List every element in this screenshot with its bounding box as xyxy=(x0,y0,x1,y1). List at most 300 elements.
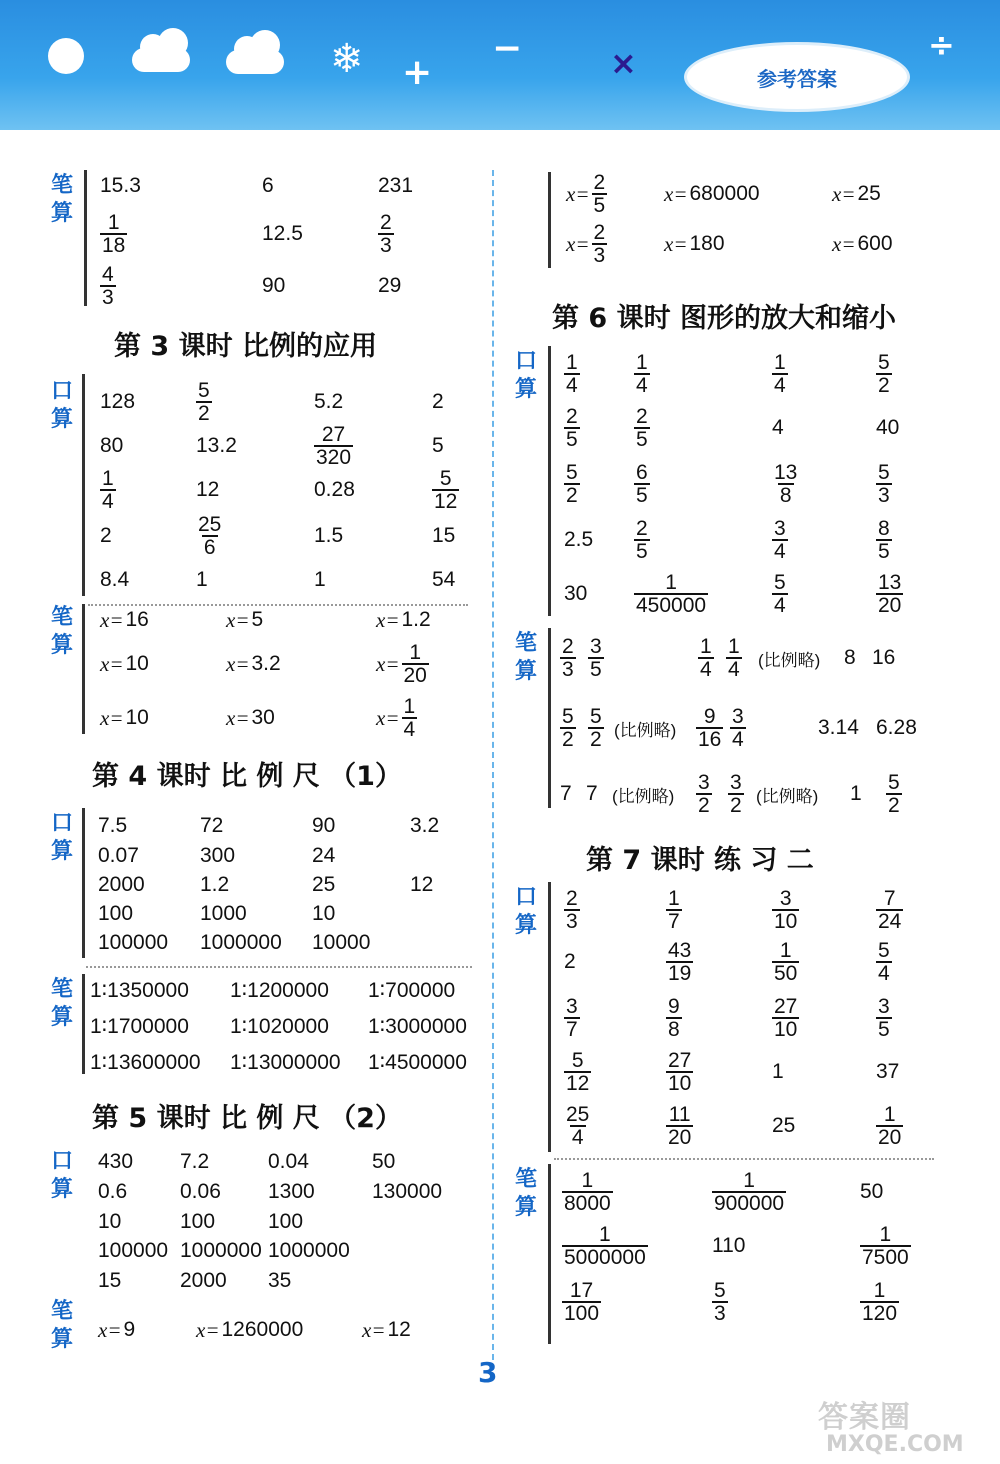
denominator: 12 xyxy=(566,1072,590,1095)
denominator: 3 xyxy=(380,234,392,257)
value-text: 12 xyxy=(410,873,434,896)
numerator: 5 xyxy=(566,461,578,484)
fraction xyxy=(666,996,682,1040)
fraction xyxy=(666,888,682,932)
lesson3-bisuan-cell xyxy=(376,598,431,642)
lesson3-kousuan-cell xyxy=(432,424,444,468)
lesson3-kousuan-cell xyxy=(196,558,208,602)
fraction xyxy=(562,1280,601,1324)
lesson6-bisuan-r1-cell xyxy=(726,636,742,680)
lesson7-kousuan-cell xyxy=(876,996,892,1040)
label-char: 算 xyxy=(50,1005,73,1030)
numerator: 43 xyxy=(668,939,692,962)
numerator: 2 xyxy=(593,221,606,244)
value-text: 12 xyxy=(196,478,220,501)
numerator: 1 xyxy=(728,635,740,658)
denominator: 450000 xyxy=(636,594,707,617)
lesson-4-title: 第 4 课时 比 例 尺 （1） xyxy=(92,761,402,792)
value-text: 100 xyxy=(180,1210,216,1233)
denominator: 8 xyxy=(779,484,792,507)
cloud-icon xyxy=(132,48,190,72)
fraction xyxy=(772,940,799,984)
lesson5-kousuan-cell xyxy=(268,1259,291,1303)
value-text: 3.2 xyxy=(410,814,440,837)
lesson6-kousuan-cell xyxy=(634,352,650,396)
value-text: 7.5 xyxy=(98,814,128,837)
fraction xyxy=(588,636,604,680)
value-text: 25 xyxy=(772,1114,796,1137)
lesson3-kousuan-cell xyxy=(314,380,343,424)
value-text: 8 xyxy=(844,646,856,669)
variable-x: x= xyxy=(100,705,124,730)
denominator: 4 xyxy=(700,658,712,681)
value-text: 15 xyxy=(432,524,456,547)
lesson7-kousuan-cell xyxy=(876,1050,899,1094)
variable-x: x= xyxy=(226,705,250,730)
denominator: 4 xyxy=(636,374,648,397)
numerator: 5 xyxy=(878,351,890,374)
lesson7-kousuan-cell xyxy=(876,888,903,932)
lesson4-kousuan-cell xyxy=(200,921,282,965)
times-icon: × xyxy=(610,44,637,82)
value-text: 180 xyxy=(689,232,725,255)
numerator: 2 xyxy=(636,517,648,540)
value-text: 1000000 xyxy=(180,1239,262,1262)
value-text: 1∶700000 xyxy=(368,978,456,1002)
lesson6-bisuan-r3-cell xyxy=(754,772,820,816)
fraction xyxy=(860,1224,911,1268)
section-separator xyxy=(554,1158,934,1160)
value-text: 40 xyxy=(876,416,900,439)
numerator: 9 xyxy=(668,995,680,1018)
denominator: 100 xyxy=(564,1302,600,1325)
fraction xyxy=(592,222,608,266)
denominator: 5 xyxy=(636,484,648,507)
numerator: 1 xyxy=(779,939,792,962)
variable-x: x= xyxy=(100,651,124,676)
fraction xyxy=(876,996,892,1040)
denominator: 4 xyxy=(566,374,578,397)
lesson6-bisuan-r3-cell xyxy=(560,772,572,816)
value-text: 1∶1700000 xyxy=(90,1014,189,1038)
minus-icon: − xyxy=(492,28,523,69)
lesson6-kousuan-cell xyxy=(876,572,903,616)
lesson3-bisuan-cell xyxy=(100,642,149,686)
fraction xyxy=(564,352,580,396)
denominator: 900000 xyxy=(714,1192,785,1215)
denominator: 4 xyxy=(732,728,744,751)
numerator: 13 xyxy=(878,571,902,594)
fraction xyxy=(696,706,723,750)
top-bisuan-cell xyxy=(378,212,394,256)
fraction xyxy=(634,462,650,506)
note-text: (比例略) xyxy=(758,650,821,670)
value-text: 16 xyxy=(125,608,149,631)
section-bar xyxy=(548,172,551,268)
lesson3-bisuan-cell xyxy=(100,696,149,740)
value-text: 1∶1200000 xyxy=(230,978,329,1002)
numerator: 2 xyxy=(593,171,606,194)
value-text: 1260000 xyxy=(221,1318,304,1341)
denominator: 3 xyxy=(566,910,578,933)
value-text: 1000 xyxy=(200,902,247,925)
top-bisuan-cell xyxy=(262,212,303,256)
numerator: 27 xyxy=(774,995,798,1018)
numerator: 5 xyxy=(714,1279,726,1302)
label-char: 算 xyxy=(50,407,73,432)
denominator: 4 xyxy=(774,594,786,617)
value-text: 25 xyxy=(857,182,881,205)
value-text: 90 xyxy=(262,274,286,297)
lesson6-kousuan-cell xyxy=(564,352,580,396)
kousuan-label xyxy=(512,348,540,404)
lesson7-kousuan-cell xyxy=(666,940,693,984)
lesson3-kousuan-cell xyxy=(100,468,116,512)
top-bisuan-cell xyxy=(262,264,285,308)
fraction xyxy=(634,572,708,616)
variable-x: x= xyxy=(376,651,400,676)
lesson3-kousuan-cell xyxy=(100,558,129,602)
label-char: 算 xyxy=(50,1177,73,1202)
numerator: 3 xyxy=(774,517,786,540)
bisuan-label xyxy=(48,976,76,1032)
fraction xyxy=(726,636,742,680)
value-text: 1 xyxy=(772,1060,784,1083)
value-text: 600 xyxy=(857,232,893,255)
value-text: 128 xyxy=(100,390,136,413)
value-text: 2 xyxy=(100,524,112,547)
numerator: 6 xyxy=(636,461,648,484)
fraction xyxy=(666,940,693,984)
value-text: 7 xyxy=(560,782,572,805)
lesson4-kousuan-cell xyxy=(410,804,439,848)
value-text: 12 xyxy=(387,1318,411,1341)
numerator: 3 xyxy=(732,705,744,728)
variable-x: x= xyxy=(98,1317,122,1342)
value-text: 1.5 xyxy=(314,524,344,547)
fraction xyxy=(772,888,799,932)
fraction xyxy=(666,1050,693,1094)
lesson6-bisuan-r2-cell xyxy=(696,706,723,750)
sun-icon xyxy=(48,38,84,74)
note-text: (比例略) xyxy=(614,720,677,740)
watermark: 答案圈 xyxy=(818,1400,911,1435)
denominator: 10 xyxy=(668,1072,692,1095)
fraction xyxy=(860,1280,899,1324)
denominator: 18 xyxy=(102,234,126,257)
lesson7-bisuan-cell xyxy=(562,1170,613,1214)
lesson6-kousuan-cell xyxy=(564,518,593,562)
bisuan-label xyxy=(48,172,76,228)
numerator: 3 xyxy=(878,995,890,1018)
variable-x: x= xyxy=(376,705,400,730)
lesson4-kousuan-cell xyxy=(410,863,433,907)
value-text: 680000 xyxy=(689,182,760,205)
kousuan-label xyxy=(48,810,76,866)
lesson6-bisuan-r1-cell xyxy=(844,636,856,680)
value-text: 0.06 xyxy=(180,1180,221,1203)
fraction xyxy=(772,518,788,562)
denominator: 19 xyxy=(668,962,692,985)
denominator: 3 xyxy=(102,286,114,309)
numerator: 1 xyxy=(774,351,786,374)
value-text: 72 xyxy=(200,814,224,837)
lesson7-kousuan-cell xyxy=(564,1104,591,1148)
lesson7-bisuan-cell xyxy=(712,1280,728,1324)
fraction xyxy=(712,1280,728,1324)
label-char: 笔 xyxy=(514,631,537,656)
section-bar xyxy=(548,882,551,1152)
numerator: 25 xyxy=(566,1103,590,1126)
value-text: 10 xyxy=(312,902,336,925)
label-char: 笔 xyxy=(50,1299,73,1324)
top-bisuan-cell xyxy=(100,164,141,208)
watermark-url: MXQE.COM xyxy=(826,1432,964,1457)
lesson5-bisuan-cell xyxy=(362,1308,411,1352)
lesson7-kousuan-cell xyxy=(564,940,576,984)
numerator: 1 xyxy=(665,571,677,594)
fraction xyxy=(378,212,394,256)
label-char: 算 xyxy=(514,659,537,684)
numerator: 13 xyxy=(774,461,798,484)
fraction xyxy=(876,940,892,984)
fraction xyxy=(772,572,788,616)
lesson3-bisuan-cell xyxy=(376,696,417,740)
fraction xyxy=(432,468,459,512)
denominator: 120 xyxy=(862,1302,898,1325)
label-char: 口 xyxy=(50,379,73,404)
label-char: 笔 xyxy=(50,977,73,1002)
denominator: 2 xyxy=(888,794,900,817)
denominator: 20 xyxy=(668,1126,692,1149)
value-text: 1∶1020000 xyxy=(230,1014,329,1038)
label-char: 算 xyxy=(514,377,537,402)
value-text: 0.28 xyxy=(314,478,355,501)
denominator: 6 xyxy=(203,536,216,559)
variable-x: x= xyxy=(226,607,250,632)
lesson5-bisuan-cell xyxy=(196,1308,303,1352)
value-text: 37 xyxy=(876,1060,900,1083)
fraction xyxy=(666,1104,693,1148)
numerator: 1 xyxy=(566,351,578,374)
numerator: 5 xyxy=(878,939,890,962)
value-text: 5 xyxy=(432,434,444,457)
lesson7-kousuan-cell xyxy=(666,996,682,1040)
section-bar xyxy=(82,808,85,958)
variable-x: x= xyxy=(664,231,688,256)
value-text: 1.2 xyxy=(200,873,230,896)
variable-x: x= xyxy=(832,231,856,256)
lesson6-bisuan-r3-cell xyxy=(610,772,676,816)
numerator: 2 xyxy=(636,405,648,428)
denominator: 5 xyxy=(636,428,648,451)
lesson6-bisuan-r1-cell xyxy=(588,636,604,680)
denominator: 5 xyxy=(878,1018,890,1041)
bisuan-label xyxy=(48,604,76,660)
fraction xyxy=(728,772,744,816)
fraction xyxy=(196,380,212,424)
answer-badge: 参考答案 xyxy=(684,42,910,112)
denominator: 5000000 xyxy=(564,1246,646,1269)
value-text: 54 xyxy=(432,568,456,591)
numerator: 2 xyxy=(380,211,392,234)
lesson7-kousuan-cell xyxy=(564,1050,591,1094)
fraction xyxy=(560,706,576,750)
value-text: 1∶13000000 xyxy=(230,1050,341,1074)
lesson6-bisuan-r1-cell xyxy=(560,636,576,680)
denominator: 2 xyxy=(698,794,710,817)
lesson7-bisuan-cell xyxy=(860,1170,883,1214)
numerator: 3 xyxy=(779,887,792,910)
value-text: 13.2 xyxy=(196,434,237,457)
numerator: 5 xyxy=(774,571,786,594)
denominator: 20 xyxy=(878,1126,902,1149)
numerator: 1 xyxy=(743,1169,755,1192)
variable-x: x= xyxy=(362,1317,386,1342)
lesson3-kousuan-cell xyxy=(314,468,355,512)
numerator: 1 xyxy=(409,641,422,664)
cloud-icon xyxy=(226,50,284,74)
page-number: 3 xyxy=(478,1356,498,1389)
value-text: 80 xyxy=(100,434,124,457)
lesson4-bisuan-cell xyxy=(230,1040,341,1084)
numerator: 1 xyxy=(403,695,416,718)
value-text: 1000000 xyxy=(268,1239,350,1262)
denominator: 3 xyxy=(714,1302,726,1325)
label-char: 口 xyxy=(50,811,73,836)
denominator: 8000 xyxy=(564,1192,611,1215)
fraction xyxy=(698,636,714,680)
lesson6-kousuan-cell xyxy=(876,406,899,450)
fraction xyxy=(564,1050,591,1094)
value-text: 4 xyxy=(772,416,784,439)
value-text: 6 xyxy=(262,174,274,197)
denominator: 320 xyxy=(316,446,352,469)
denominator: 5 xyxy=(636,540,648,563)
lesson6-bisuan-r3-cell xyxy=(586,772,598,816)
value-text: 100 xyxy=(268,1210,304,1233)
lesson-3-title: 第 3 课时 比例的应用 xyxy=(114,331,377,362)
lesson3-kousuan-cell xyxy=(196,514,223,558)
lesson3-kousuan-cell xyxy=(196,468,219,512)
lesson3-kousuan-cell xyxy=(100,424,123,468)
lesson7-kousuan-cell xyxy=(772,940,799,984)
lesson6-kousuan-cell xyxy=(876,518,892,562)
numerator: 25 xyxy=(198,513,222,536)
lesson4-bisuan-cell xyxy=(90,1040,201,1084)
lesson7-kousuan-cell xyxy=(666,888,682,932)
denominator: 4 xyxy=(571,1126,584,1149)
fraction xyxy=(696,772,712,816)
numerator: 4 xyxy=(102,263,114,286)
section-bar xyxy=(82,374,85,596)
kousuan-label xyxy=(48,378,76,434)
fraction xyxy=(876,1104,903,1148)
fraction xyxy=(634,352,650,396)
lesson5-kousuan-cell xyxy=(180,1259,227,1303)
value-text: 50 xyxy=(372,1150,396,1173)
section-bar xyxy=(84,170,87,306)
fraction xyxy=(876,352,892,396)
variable-x: x= xyxy=(100,607,124,632)
value-text: 7.2 xyxy=(180,1150,210,1173)
value-text: 0.6 xyxy=(98,1180,128,1203)
value-text: 110 xyxy=(712,1234,746,1257)
value-text: 1∶1350000 xyxy=(90,978,189,1002)
value-text: 1 xyxy=(850,782,862,805)
lesson6-kousuan-cell xyxy=(634,462,650,506)
fraction xyxy=(772,462,799,506)
divide-icon: ÷ xyxy=(928,26,955,64)
bisuan-label xyxy=(48,1298,76,1354)
lesson6-kousuan-cell xyxy=(634,572,708,616)
lesson3-bisuan-cell xyxy=(100,598,149,642)
fraction xyxy=(772,352,788,396)
lesson6-kousuan-cell xyxy=(772,518,788,562)
numerator: 9 xyxy=(703,705,716,728)
kousuan-label xyxy=(48,1148,76,1204)
label-char: 口 xyxy=(50,1149,73,1174)
lesson7-kousuan-cell xyxy=(564,888,580,932)
value-text: 5.2 xyxy=(314,390,344,413)
label-char: 笔 xyxy=(50,605,73,630)
fraction xyxy=(562,1224,648,1268)
value-text: 1∶13600000 xyxy=(90,1050,201,1074)
label-char: 笔 xyxy=(50,173,73,198)
label-char: 算 xyxy=(50,633,73,658)
fraction xyxy=(876,462,892,506)
lesson3-kousuan-cell xyxy=(100,380,135,424)
lesson6-bisuan-r1-cell xyxy=(872,636,895,680)
fraction xyxy=(730,706,746,750)
lesson6-kousuan-cell xyxy=(772,462,799,506)
lesson6-bisuan-r2-cell xyxy=(730,706,746,750)
value-text: 1300 xyxy=(268,1180,315,1203)
value-text: 6.28 xyxy=(876,716,917,739)
value-text: 2000 xyxy=(98,873,145,896)
numerator: 1 xyxy=(599,1223,611,1246)
denominator: 20 xyxy=(878,594,902,617)
value-text: 3.14 xyxy=(818,716,859,739)
lesson6-kousuan-cell xyxy=(564,572,587,616)
value-text: 1.2 xyxy=(401,608,431,631)
top-bisuan-cell xyxy=(378,264,401,308)
bisuan-label xyxy=(512,630,540,686)
denominator: 50 xyxy=(774,962,798,985)
numerator: 5 xyxy=(562,705,574,728)
denominator: 16 xyxy=(698,728,722,751)
fraction xyxy=(564,888,580,932)
section-bar xyxy=(82,604,85,734)
lesson6-bisuan-r3-cell xyxy=(696,772,712,816)
fraction xyxy=(592,172,608,216)
numerator: 2 xyxy=(562,635,574,658)
lesson6-kousuan-cell xyxy=(564,462,580,506)
lesson3-kousuan-cell xyxy=(196,380,212,424)
column-divider xyxy=(492,170,494,1360)
denominator: 2 xyxy=(590,728,602,751)
lesson6-kousuan-cell xyxy=(564,406,580,450)
fraction xyxy=(562,1170,613,1214)
variable-x: x= xyxy=(226,651,250,676)
section-bar xyxy=(548,628,551,808)
denominator: 2 xyxy=(878,374,890,397)
fraction xyxy=(588,706,604,750)
numerator: 8 xyxy=(878,517,890,540)
denominator: 7 xyxy=(566,1018,578,1041)
lesson3-kousuan-cell xyxy=(196,424,237,468)
lesson6-bisuan-r1-cell xyxy=(698,636,714,680)
